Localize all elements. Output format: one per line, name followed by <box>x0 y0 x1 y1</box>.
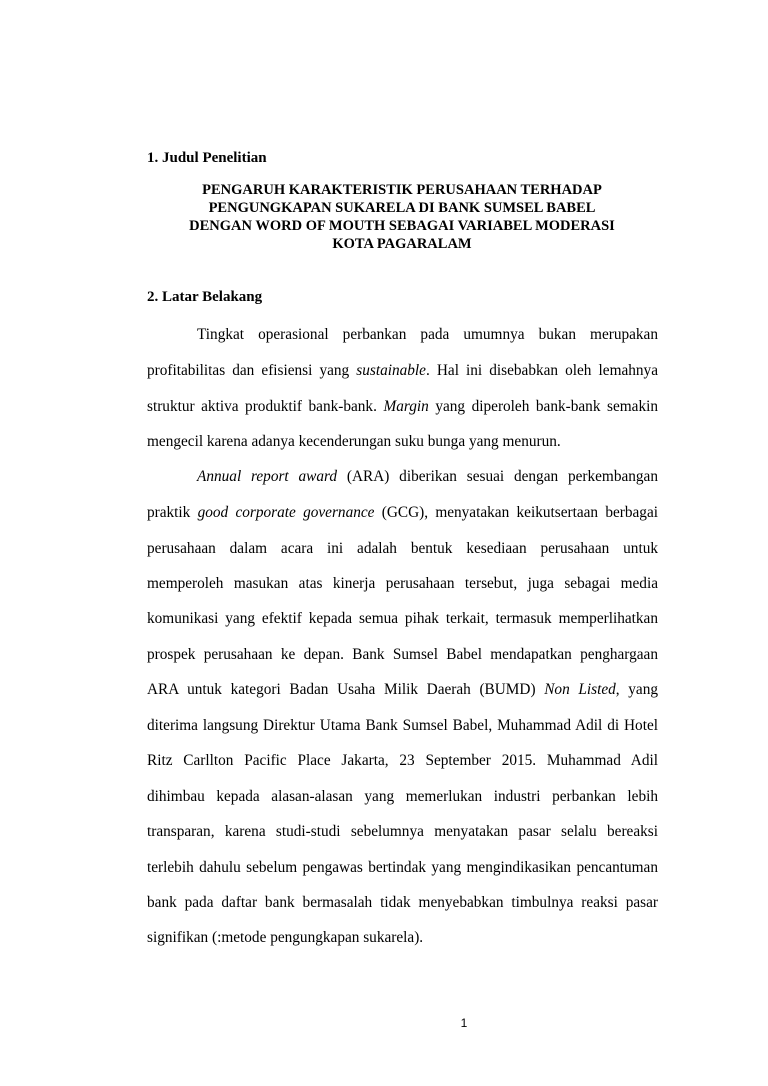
paragraph-2-line-7: ARA untuk kategori Badan Usaha Milik Daerah (BUMD) Non Listed, yang <box>147 681 658 698</box>
section-1-heading: 1. Judul Penelitian <box>147 150 267 166</box>
title-line-3: DENGAN WORD OF MOUTH SEBAGAI VARIABEL MODERASI <box>189 218 615 234</box>
title-line-4: KOTA PAGARALAM <box>332 236 472 252</box>
paragraph-2-line-6: prospek perusahaan ke depan. Bank Sumsel Babel mendapatkan penghargaan <box>147 646 658 663</box>
paragraph-2-line-8: diterima langsung Direktur Utama Bank Sumsel Babel, Muhammad Adil di Hotel <box>147 717 658 734</box>
paragraph-1-line-2: profitabilitas dan efisiensi yang sustainable. Hal ini disebabkan oleh lemahnya <box>147 362 658 379</box>
title-line-2: PENGUNGKAPAN SUKARELA DI BANK SUMSEL BABEL <box>208 200 596 216</box>
paragraph-2-line-5: komunikasi yang efektif kepada semua pihak terkait, termasuk memperlihatkan <box>147 610 658 627</box>
research-title <box>147 181 657 253</box>
paragraph-2-line-11: transparan, karena studi-studi sebelumnya menyatakan pasar selalu bereaksi <box>147 823 658 840</box>
italic-term: Annual report award <box>197 468 338 485</box>
paragraph-2-line-1: Annual report award (ARA) diberikan sesuai dengan perkembangan <box>197 468 658 485</box>
paragraph-2-line-9: Ritz Carllton Pacific Place Jakarta, 23 September 2015. Muhammad Adil <box>147 752 658 769</box>
paragraph-2-line-12: terlebih dahulu sebelum pengawas bertindak yang mengindikasikan pencantuman <box>147 859 658 876</box>
section-2-heading: 2. Latar Belakang <box>147 289 263 305</box>
italic-term: good corporate governance <box>197 504 375 521</box>
title-line-1: PENGARUH KARAKTERISTIK PERUSAHAAN TERHADAP <box>202 182 602 198</box>
paragraph-2-line-14: signifikan (:metode pengungkapan sukarela). <box>147 929 424 946</box>
paragraph-2-line-13: bank pada daftar bank bermasalah tidak menyebabkan timbulnya reaksi pasar <box>147 894 658 911</box>
paragraph-2-line-4: memperoleh masukan atas kinerja perusahaan tersebut, juga sebagai media <box>147 575 658 592</box>
italic-term: sustainable <box>356 362 426 379</box>
paragraph-1-line-3: struktur aktiva produktif bank-bank. Margin yang diperoleh bank-bank semakin <box>147 398 658 415</box>
paragraph-1-line-4: mengecil karena adanya kecenderungan suku bunga yang menurun. <box>147 433 561 450</box>
paragraph-2-line-2: praktik good corporate governance (GCG), menyatakan keikutsertaan berbagai <box>147 504 658 521</box>
page-number: 1 <box>460 1016 468 1030</box>
italic-term: Non Listed <box>544 681 616 698</box>
paragraph-2-line-10: dihimbau kepada alasan-alasan yang memerlukan industri perbankan lebih <box>147 788 658 805</box>
italic-term: Margin <box>383 398 429 415</box>
paragraph-1-line-1: Tingkat operasional perbankan pada umumnya bukan merupakan <box>197 326 658 343</box>
paragraph-2-line-3: perusahaan dalam acara ini adalah bentuk kesediaan perusahaan untuk <box>147 540 658 557</box>
